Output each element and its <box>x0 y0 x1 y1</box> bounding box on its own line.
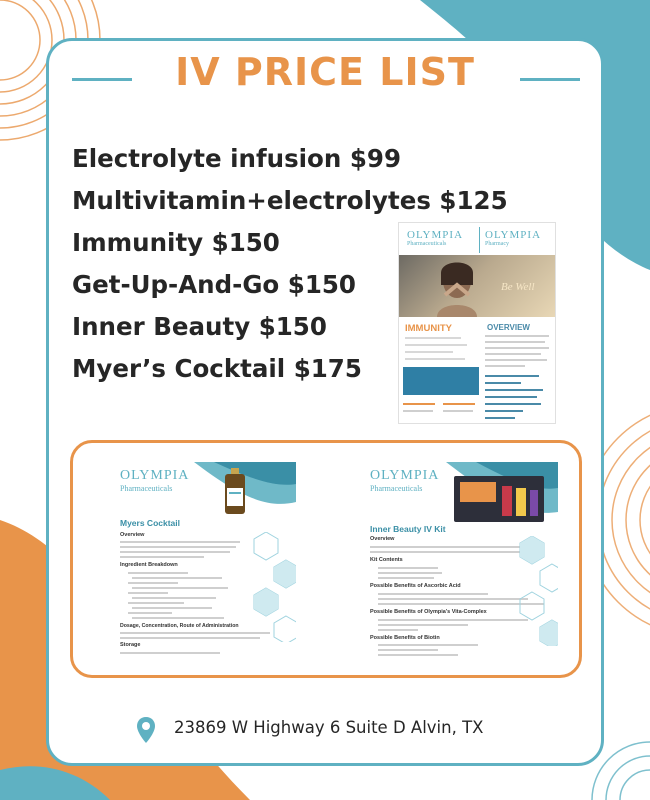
brand-subtitle: Pharmaceuticals <box>370 484 423 493</box>
text-line <box>128 602 184 604</box>
text-line <box>120 652 220 654</box>
brand-name: OLYMPIA <box>370 468 440 483</box>
section-kit-contents: Kit Contents <box>370 557 403 563</box>
hexagon-pattern <box>492 536 558 646</box>
bullet-line <box>485 410 523 412</box>
text-line <box>485 353 541 355</box>
text-line <box>132 607 212 609</box>
price-item: Multivitamin+electrolytes $125 <box>72 186 508 215</box>
text-line <box>128 612 172 614</box>
section-overview: Overview <box>370 536 395 542</box>
brochure-heading: IMMUNITY <box>405 323 452 334</box>
text-line <box>378 624 468 626</box>
overview-text <box>485 335 551 424</box>
brochure-logo-2 <box>485 229 541 247</box>
address-text: 23869 W Highway 6 Suite D Alvin, TX <box>174 718 484 737</box>
brand-name: OLYMPIA <box>407 229 464 241</box>
section-dosage: Dosage, Concentration, Route of Administration <box>120 623 239 629</box>
text-line <box>405 344 467 346</box>
text-line <box>132 577 222 579</box>
inner-beauty-flyer <box>356 462 558 658</box>
bullet-line <box>485 382 521 384</box>
brand-name: OLYMPIA <box>120 468 190 483</box>
title-row <box>0 48 650 108</box>
myers-cocktail-flyer <box>94 462 296 658</box>
text-line <box>120 551 230 553</box>
bullet-line <box>485 389 543 391</box>
bullet-line <box>485 403 541 405</box>
section-benefit-ascorbic: Possible Benefits of Ascorbic Acid <box>370 583 461 589</box>
price-item: Myer’s Cocktail $175 <box>72 354 362 383</box>
brand-subtitle: Pharmaceuticals <box>120 484 173 493</box>
text-line <box>485 347 549 349</box>
kit-photo <box>454 476 544 522</box>
text-line <box>378 567 438 569</box>
brand-name-2: OLYMPIA <box>485 229 542 241</box>
kit-box <box>460 482 496 502</box>
section-overview: Overview <box>120 532 145 538</box>
text-line <box>443 403 475 405</box>
section-benefit-vita-complex: Possible Benefits of Olympia's Vita-Complex <box>370 609 487 615</box>
text-line <box>378 593 488 595</box>
text-line <box>378 649 438 651</box>
bullet-line <box>485 396 537 398</box>
overview-heading: OVERVIEW <box>487 323 530 332</box>
immunity-brochure <box>398 222 556 424</box>
price-item: Immunity $150 <box>72 228 280 257</box>
contact-block <box>403 401 479 419</box>
text-line <box>128 572 188 574</box>
text-line <box>378 577 434 579</box>
hero-tagline: Be Well <box>501 281 535 293</box>
section-storage: Storage <box>120 642 141 648</box>
brochure-logo <box>407 229 463 247</box>
kit-vial <box>530 490 538 516</box>
hero-photo <box>399 255 556 317</box>
brand-subtitle: Pharmaceuticals <box>407 241 447 247</box>
text-line <box>132 617 224 619</box>
map-pin-icon <box>136 716 156 744</box>
kit-vial <box>516 488 526 516</box>
text-line <box>128 592 168 594</box>
section-benefit-biotin: Possible Benefits of Biotin <box>370 635 440 641</box>
text-line <box>378 654 458 656</box>
title-rule-right <box>520 78 580 81</box>
brochure-left-text <box>405 337 477 365</box>
text-line <box>378 572 442 574</box>
text-line <box>485 335 549 337</box>
divider <box>479 227 480 253</box>
text-line <box>120 556 204 558</box>
text-line <box>403 403 435 405</box>
text-line <box>120 541 240 543</box>
bullet-line <box>485 417 515 419</box>
text-line <box>443 410 473 412</box>
text-line <box>378 644 478 646</box>
page-title: IV PRICE LIST <box>175 50 475 94</box>
hexagon-pattern <box>226 532 296 642</box>
text-line <box>405 358 465 360</box>
text-line <box>485 359 547 361</box>
text-line <box>403 410 433 412</box>
text-line <box>132 597 216 599</box>
bullet-line <box>485 375 539 377</box>
vial-icon <box>222 468 248 516</box>
flyer-logo <box>120 468 189 493</box>
text-line <box>120 546 236 548</box>
price-item: Get-Up-And-Go $150 <box>72 270 356 299</box>
info-block <box>403 367 479 395</box>
flyer-heading: Myers Cocktail <box>120 518 180 528</box>
text-line <box>485 365 525 367</box>
price-item: Inner Beauty $150 <box>72 312 327 341</box>
text-line <box>405 337 461 339</box>
price-item: Electrolyte infusion $99 <box>72 144 401 173</box>
brand-subtitle-2: Pharmacy <box>485 241 509 247</box>
text-line <box>405 351 453 353</box>
section-ingredients: Ingredient Breakdown <box>120 562 178 568</box>
text-line <box>132 587 228 589</box>
woman-silhouette-icon <box>427 255 487 317</box>
flyer-logo <box>370 468 439 493</box>
kit-vial <box>502 486 512 516</box>
text-line <box>378 629 418 631</box>
text-line <box>485 341 545 343</box>
flyer-heading: Inner Beauty IV Kit <box>370 524 446 534</box>
text-line <box>128 582 178 584</box>
